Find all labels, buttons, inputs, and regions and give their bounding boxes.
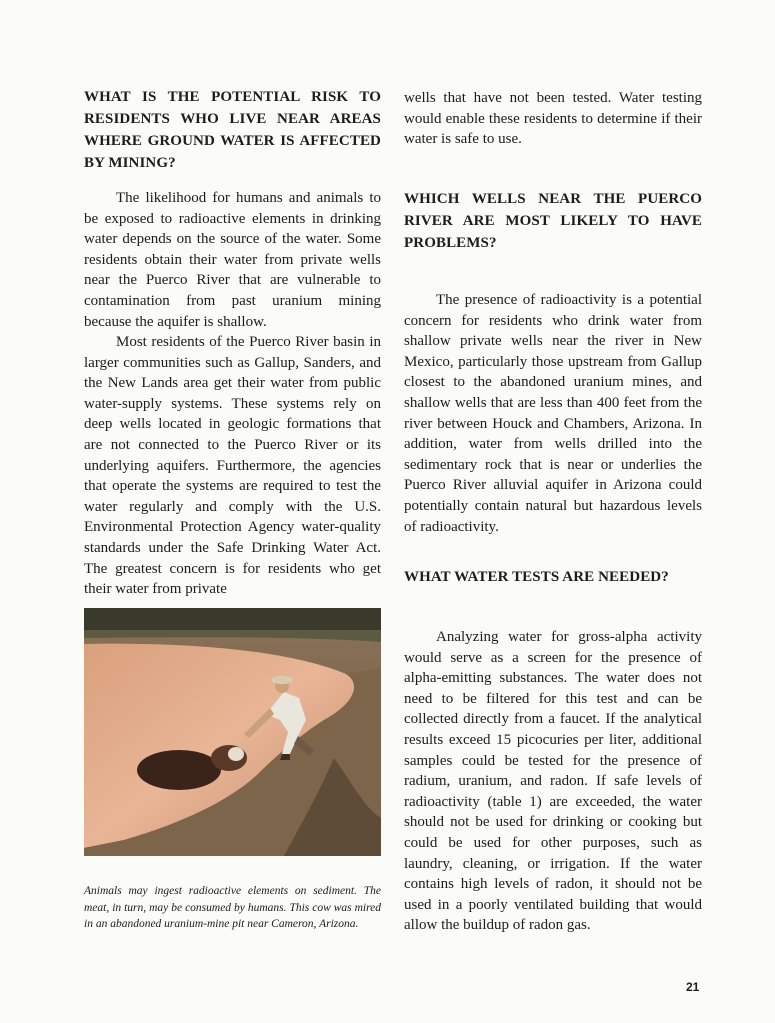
heading-which-wells: WHICH WELLS NEAR THE PUERCO RIVER ARE MOST LIKELY TO HAVE PROBLEMS? (404, 191, 702, 251)
heading-water-tests: WHAT WATER TESTS ARE NEEDED? (404, 569, 669, 585)
paragraph-presence: The presence of radioactivity is a potential concern for residents who drink water from shallow private wells near the river in New Mexico, particularly those upstream from Gallup closest to the abandoned uranium mines, and shallow wells that are less than 400 feet from the river between Houck and Chambers, Arizona. In addition, water from wells drilled into the sedimentary rock that is near or underlies the Puerco River alluvial aquifer in Arizona could potentially contain natural but hazardous levels of radioactivity. (404, 292, 702, 535)
paragraph-residents-basin: Most residents of the Puerco River basin in larger communities such as Gallup, Sanders, and the New Lands area get their water from public water-supply systems. These systems rely on deep wells located in geologic formations that are not connected to the Puerco River or its underlying aquifers. Furthermore, the agencies that operate the systems are required to test the water regularly and comply with the U.S. Environmental Protection Agency water-quality standards under the Safe Drinking Water Act. The greatest concern is for residents who get their water from private (84, 334, 381, 598)
photo-illustration (84, 608, 381, 856)
figure-caption: Animals may ingest radioactive elements on sediment. The meat, in turn, may be consumed by humans. This cow was mired in an abandoned uranium-mine pit near Cameron, Arizona. (84, 885, 381, 931)
heading-potential-risk: WHAT IS THE POTENTIAL RISK TO RESIDENTS WHO LIVE NEAR AREAS WHERE GROUND WATER IS AFFECTED BY MINING? (84, 89, 381, 171)
page-number: 21 (686, 980, 700, 994)
paragraph-continuation: wells that have not been tested. Water testing would enable these residents to determine if their water is safe to use. (404, 90, 702, 148)
paragraph-likelihood: The likelihood for humans and animals to be exposed to radioactive elements in drinking water depends on the source of the water. Some residents obtain their water from private wells near the Puerco River that are vulnerable to contamination from past uranium mining because the aquifer is shallow. (84, 190, 381, 330)
paragraph-analyzing: Analyzing water for gross-alpha activity would serve as a screen for the presence of alpha-emitting substances. The water does not need to be filtered for this test and can be collected directly from a faucet. If the analytical results exceed 15 picocuries per liter, additional samples could be tested for the presence of radium, uranium, and radon. If safe levels of radioactivity (table 1) are exceeded, the water should not be used for drinking or cooking but could be used for other purposes, such as laundry, cleaning, or irrigation. If the water contains high levels of radon, it should not be used in a poorly ventilated building that would allow the buildup of radon gas. (404, 629, 702, 934)
photo-cow-mired-in-pit (84, 608, 381, 856)
